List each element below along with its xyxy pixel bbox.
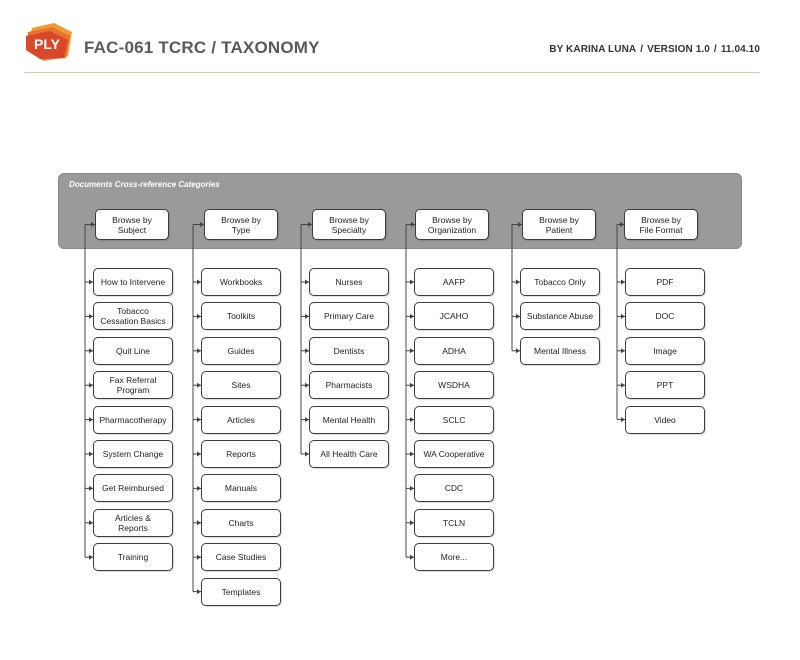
- taxonomy-item-tobacco-only[interactable]: Tobacco Only: [520, 268, 600, 296]
- taxonomy-item-articles[interactable]: Articles: [201, 406, 281, 434]
- taxonomy-item-fax-referral-program[interactable]: Fax Referral Program: [93, 371, 173, 399]
- taxonomy-item-tcln[interactable]: TCLN: [414, 509, 494, 537]
- taxonomy-item-case-studies[interactable]: Case Studies: [201, 543, 281, 571]
- taxonomy-item-wsdha[interactable]: WSDHA: [414, 371, 494, 399]
- taxonomy-item-quit-line[interactable]: Quit Line: [93, 337, 173, 365]
- taxonomy-item-how-to-intervene[interactable]: How to Intervene: [93, 268, 173, 296]
- category-browse-by-specialty[interactable]: Browse by Specialty: [312, 209, 386, 240]
- taxonomy-item-mental-health[interactable]: Mental Health: [309, 406, 389, 434]
- taxonomy-item-pdf[interactable]: PDF: [625, 268, 705, 296]
- header-divider: [24, 72, 760, 73]
- taxonomy-item-mental-illness[interactable]: Mental Illness: [520, 337, 600, 365]
- taxonomy-item-ppt[interactable]: PPT: [625, 371, 705, 399]
- taxonomy-item-templates[interactable]: Templates: [201, 578, 281, 606]
- taxonomy-item-pharmacists[interactable]: Pharmacists: [309, 371, 389, 399]
- taxonomy-item-tobacco-cessation-basics[interactable]: Tobacco Cessation Basics: [93, 302, 173, 330]
- version: VERSION 1.0: [647, 44, 710, 55]
- separator: /: [640, 44, 644, 55]
- page-title: FAC-061 TCRC / TAXONOMY: [84, 38, 320, 57]
- category-browse-by-subject[interactable]: Browse by Subject: [95, 209, 169, 240]
- svg-text:PLY: PLY: [34, 36, 60, 52]
- taxonomy-item-pharmacotherapy[interactable]: Pharmacotherapy: [93, 406, 173, 434]
- taxonomy-item-system-change[interactable]: System Change: [93, 440, 173, 468]
- date: 11.04.10: [720, 44, 760, 55]
- category-browse-by-organization[interactable]: Browse by Organization: [415, 209, 489, 240]
- band-title: Documents Cross-reference Categories: [69, 180, 220, 189]
- taxonomy-item-substance-abuse[interactable]: Substance Abuse: [520, 302, 600, 330]
- header: [0, 0, 800, 74]
- taxonomy-item-wa-cooperative[interactable]: WA Cooperative: [414, 440, 494, 468]
- taxonomy-item-workbooks[interactable]: Workbooks: [201, 268, 281, 296]
- taxonomy-item-guides[interactable]: Guides: [201, 337, 281, 365]
- category-browse-by-type[interactable]: Browse by Type: [204, 209, 278, 240]
- taxonomy-item-dentists[interactable]: Dentists: [309, 337, 389, 365]
- taxonomy-item-training[interactable]: Training: [93, 543, 173, 571]
- taxonomy-item-get-reimbursed[interactable]: Get Reimbursed: [93, 474, 173, 502]
- category-browse-by-file-format[interactable]: Browse by File Format: [624, 209, 698, 240]
- document-meta: [549, 44, 760, 55]
- taxonomy-item-aafp[interactable]: AAFP: [414, 268, 494, 296]
- taxonomy-item-doc[interactable]: DOC: [625, 302, 705, 330]
- taxonomy-item-primary-care[interactable]: Primary Care: [309, 302, 389, 330]
- taxonomy-item-jcaho[interactable]: JCAHO: [414, 302, 494, 330]
- taxonomy-item-adha[interactable]: ADHA: [414, 337, 494, 365]
- taxonomy-item-nurses[interactable]: Nurses: [309, 268, 389, 296]
- category-browse-by-patient[interactable]: Browse by Patient: [522, 209, 596, 240]
- ply-logo: [24, 22, 74, 62]
- taxonomy-item-cdc[interactable]: CDC: [414, 474, 494, 502]
- separator: /: [713, 44, 717, 55]
- taxonomy-item-sites[interactable]: Sites: [201, 371, 281, 399]
- author: BY KARINA LUNA: [549, 44, 637, 55]
- taxonomy-item-more[interactable]: More...: [414, 543, 494, 571]
- taxonomy-item-toolkits[interactable]: Toolkits: [201, 302, 281, 330]
- taxonomy-item-reports[interactable]: Reports: [201, 440, 281, 468]
- taxonomy-item-image[interactable]: Image: [625, 337, 705, 365]
- taxonomy-item-video[interactable]: Video: [625, 406, 705, 434]
- taxonomy-item-all-health-care[interactable]: All Health Care: [309, 440, 389, 468]
- taxonomy-item-sclc[interactable]: SCLC: [414, 406, 494, 434]
- taxonomy-item-manuals[interactable]: Manuals: [201, 474, 281, 502]
- taxonomy-item-articles-reports[interactable]: Articles & Reports: [93, 509, 173, 537]
- taxonomy-item-charts[interactable]: Charts: [201, 509, 281, 537]
